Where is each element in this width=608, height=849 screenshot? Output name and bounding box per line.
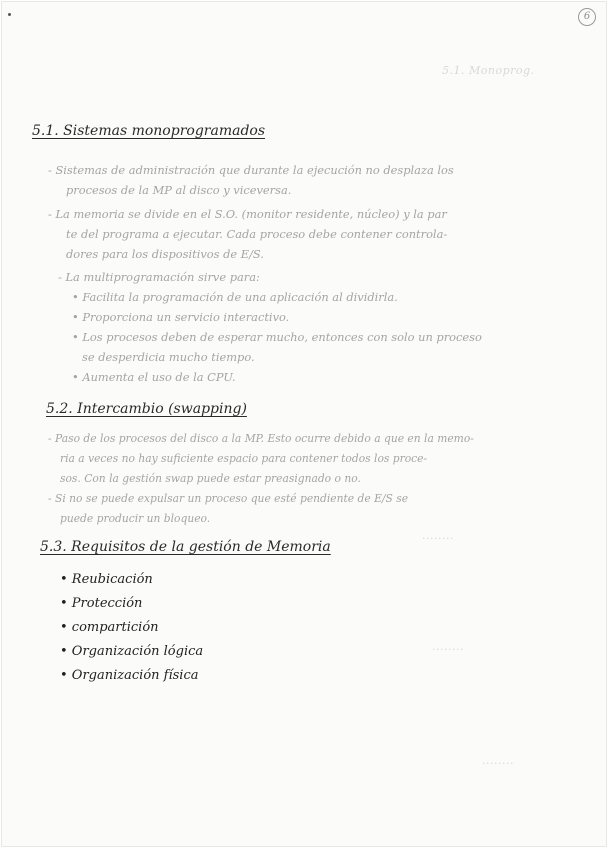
text-line: te del programa a ejecutar. Cada proceso debe contener controla- [66, 227, 448, 241]
section-heading-5-3: 5.3. Requisitos de la gestión de Memoria [40, 539, 331, 555]
notebook-page [1, 1, 607, 847]
ink-dot [8, 13, 11, 16]
paragraph [48, 429, 474, 529]
paragraph [48, 204, 447, 264]
paragraph [58, 267, 482, 387]
requirement-item: • Organización física [60, 668, 199, 683]
requirement-item: • compartición [60, 620, 159, 635]
text-line: ria a veces no hay suficiente espacio para contener todos los proce- [60, 452, 428, 465]
bleed-through-mark: ........ [482, 754, 514, 767]
bullet-line: • Aumenta el uso de la CPU. [72, 370, 236, 384]
page-number: 6 [578, 8, 596, 26]
text-line: procesos de la MP al disco y viceversa. [66, 183, 292, 197]
text-line: - La memoria se divide en el S.O. (monitor residente, núcleo) y la par [48, 207, 447, 221]
section-heading-5-1: 5.1. Sistemas monoprogramados [32, 123, 266, 139]
section-heading-5-2: 5.2. Intercambio (swapping) [46, 401, 247, 417]
bleed-through-mark: ........ [432, 640, 464, 653]
requirement-item: • Organización lógica [60, 644, 204, 659]
text-line: - Sistemas de administración que durante la ejecución no desplaza los [48, 163, 454, 177]
text-line: - Si no se puede expulsar un proceso que esté pendiente de E/S se [48, 492, 409, 505]
text-line: sos. Con la gestión swap puede estar preasignado o no. [60, 472, 361, 485]
text-line: dores para los dispositivos de E/S. [66, 247, 264, 261]
paragraph [48, 160, 454, 200]
bullet-line: • Facilita la programación de una aplicación al dividirla. [72, 290, 398, 304]
text-line: - Paso de los procesos del disco a la MP. Esto ocurre debido a que en la memo- [48, 432, 474, 445]
bleed-through-mark: 5.1. Monoprog. [442, 64, 535, 77]
text-line: se desperdicia mucho tiempo. [82, 350, 255, 364]
bullet-line: • Proporciona un servicio interactivo. [72, 310, 290, 324]
text-line: puede producir un bloqueo. [60, 512, 211, 525]
bullet-line: • Los procesos deben de esperar mucho, entonces con solo un proceso [72, 330, 482, 344]
requirement-item: • Reubicación [60, 572, 153, 587]
requirement-item: • Protección [60, 596, 143, 611]
text-line: - La multiprogramación sirve para: [58, 270, 260, 284]
bleed-through-mark: ........ [422, 529, 454, 542]
